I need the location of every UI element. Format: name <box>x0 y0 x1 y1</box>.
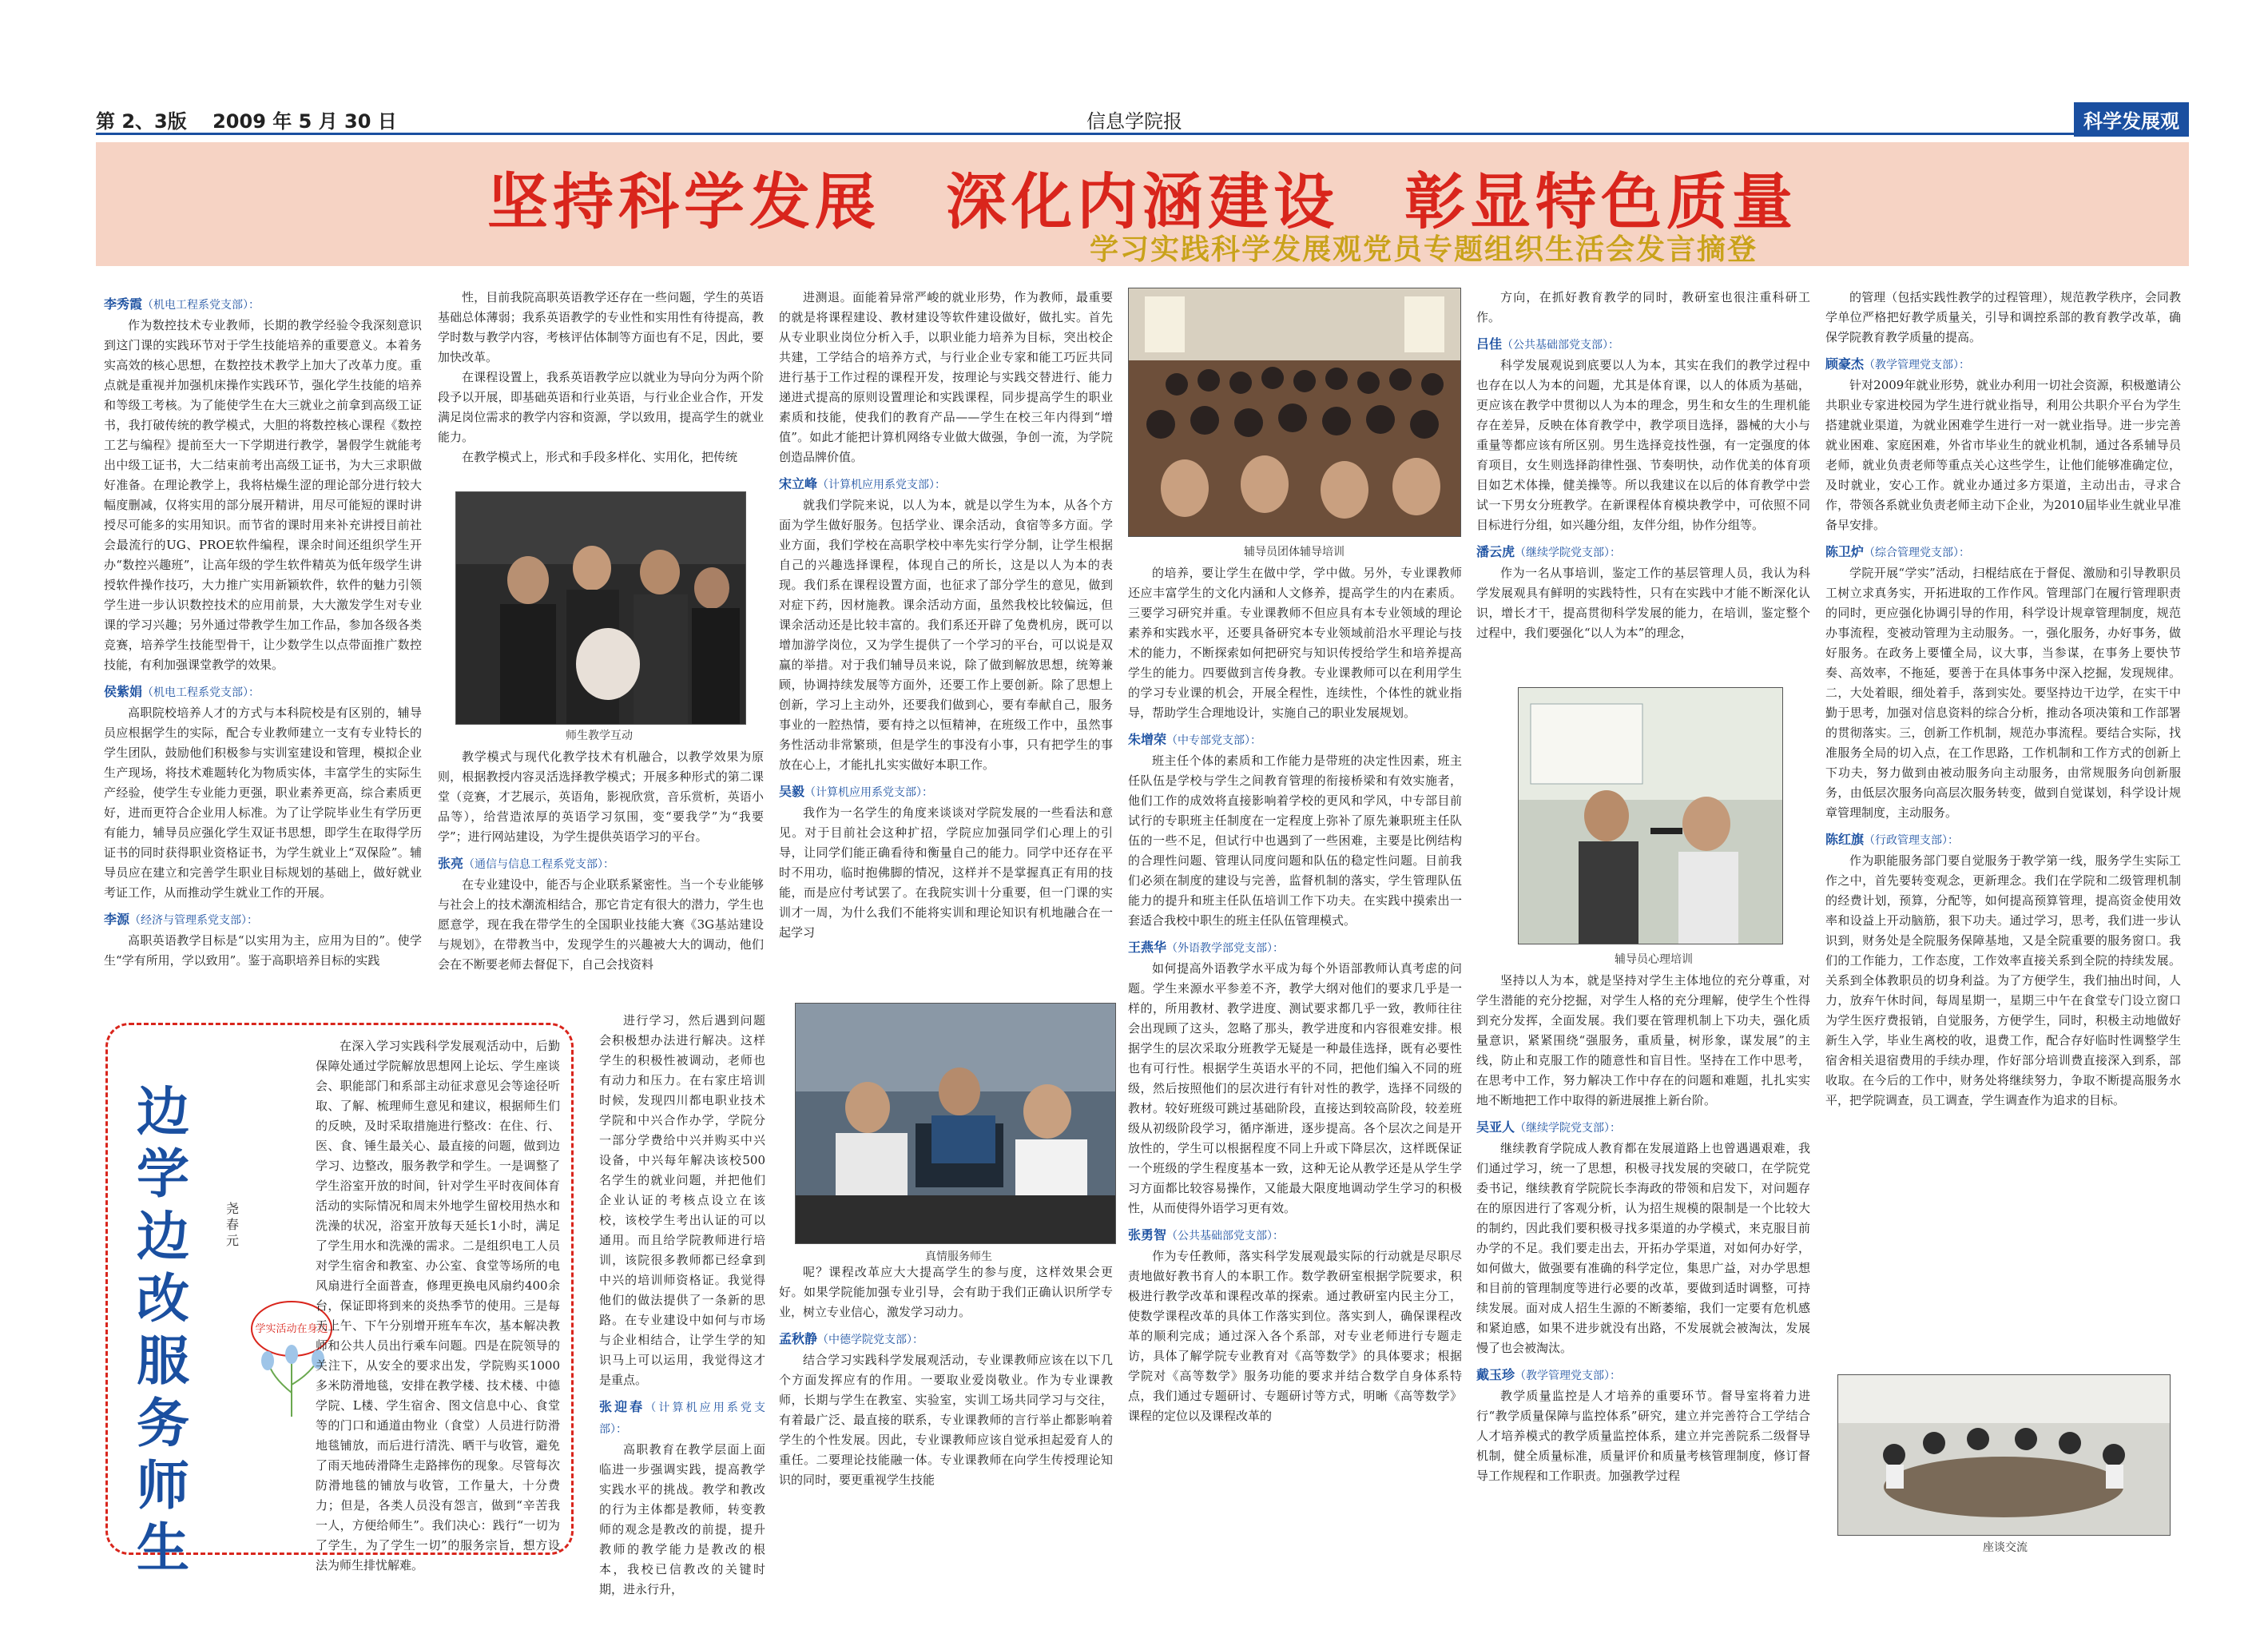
article-text: 性，目前我院高职英语教学还存在一些问题，学生的英语基础总体薄弱；我系英语教学的专业性和实用性有待提高，教学时数与教学内容，考核评估体制等方面也有不足，因此，要加快改革。 <box>438 290 764 364</box>
article-text: 高职英语教学目标是“以实用为主，应用为目的”。使学生“学有所用，学以致用”。鉴于高职培养目标的实践 <box>104 933 422 968</box>
author-name: 侯紫娟（机电工程系党支部）： <box>104 684 260 699</box>
author-name: 吴毅（计算机应用系党支部）： <box>779 784 934 799</box>
author-name: 李源（经济与管理系党支部）： <box>104 912 259 927</box>
author-name: 李秀霞（机电工程系党支部）： <box>104 296 260 312</box>
article-text: 教学质量监控是人才培养的重要环节。督导室将着力进行“教学质量保障与监控体系”研究，建立并完善符合工学结合人才培养模式的教学质量监控体系，建立并完善院系二级督导机制，健全质量标准，质量评价和质量考核管理制度，修订督导工作规程和工作职责。加强教学过程 <box>1476 1389 1810 1483</box>
article-text: 继续教育学院成人教育都在发展道路上也曾遇遇艰难，我们通过学习，统一了思想，积极寻找发展的突破口，在学院党委书记，继续教育学院院长李海政的带领和启发下，对问题存在的原因进行了客观分析，认为招生规模的限制是一个比较大的制约，因此我们要积极寻找多渠道的办学模式，来克服目前办学的不足。我们要走出去，开拓办学渠道，对如何办好学，如何做大，做强要有准确的科学定位，集思广益，对办学思想和目前的管理制度等进行必要的改革，要做到适时调整，可持续发展。面对成人招生生源的不断萎缩，我们一定要有危机感和紧迫感，如果不进步就没有出路，不发展就会被淘汰，发展慢了也会被淘汰。 <box>1476 1141 1810 1355</box>
article-text: 就我们学院来说，以人为本，就是以学生为本，从各个方面为学生做好服务。包括学业、课余活动，食宿等多方面。学业方面，我们学校在高职学校中率先实行学分制，让学生根据自己的兴趣选择课程，体现自己的所长，这是以人为本的表现。我们系在课程设置方面，也征求了部分学生的意见，做到对症下药，因材施教。课余活动方面，虽然我校比较偏远，但课余活动还是比较丰富的。我们系还开辟了兔费机房，既可以增加游学岗位，又为学生提供了一个学习的平台，可以说是双赢的举措。对于我们辅导员来说，除了做到解放思想，统筹兼顾，协调持续发展等方面外，还要工作上要创新。除了思想上创新，学习上主动外，还要我们做到心，要有奉献自己，服务事业的一腔热情，要有持之以恒精神，在班级工作中，虽然事务性活动非常繁琐，但是学生的事没有小事，只有把学生的事放在心上，才能扎扎实实做好本职工作。 <box>779 498 1113 772</box>
header-rule <box>96 133 2189 135</box>
author-name: 宋立峰（计算机应用系党支部）： <box>779 476 947 491</box>
article-text: 科学发展观说到底要以人为本，其实在我们的教学过程中也存在以人为本的问题，尤其是体育课，以人的体质为基础，更应该在教学中贯彻以人为本的理念，男生和女生的生理机能存在差异，反映在体育教学中，教学项目选择，器械的大小与重量等都应该有所区别。男生选择竞技性强，有一定强度的体育项目，女生则选择韵律性强、节奏明快，动作优美的体育项目如艺术体操，健美操等。所以我建议在以后的体育教学中尝试一下男女分班教学。在新课程体育模块教学中，可依照不同目标进行分组，如兴趣分组，友伴分组，协作分组等。 <box>1476 358 1810 532</box>
column-7 <box>1825 288 2181 1382</box>
photo-caption: 座谈交流 <box>1983 1541 2028 1554</box>
article-text: 学院开展“学实”活动，扫棍结底在于督促、激励和引导教职员工树立求真务实，开拓进取的工作作风。管理部门在履行管理职责的同时，更应强化协调引导的作用，科学设计规章管理制度，规范办事流程，变被动管理为主动服务。一，强化服务，办好事务，做好服务。在政务上要懂全局，议大事，当参谋，在事务上要快节奏、高效率，不拖延，要善于在具体事务中深入挖掘，发现规律。二，大处着眼，细处着手，落到实处。要坚持边干边学，在实干中勤于思考，加强对信息资料的综合分析，推动各项决策和工作部署的贯彻落实。三，创新工作机制，规范办事流程。要结合实际，找准服务全局的切入点，在工作思路，工作机制和工作方式的创新上下功夫，努力做到由被动服务向主动服务，由常规服务向创新服务，由低层次服务向高层次服务转变，做到自觉谋划，科学设计规章管理制度，主动服务。 <box>1825 566 2181 820</box>
sidebar-author: 尧春元 <box>226 1201 240 1248</box>
author-name: 张亮（通信与信息工程系党支部）： <box>438 856 615 871</box>
author-name: 朱增荣（中专部党支部）： <box>1128 732 1262 747</box>
column-6 <box>1476 288 1810 687</box>
article-text: 方向，在抓好教育教学的同时，教研室也很注重科研工作。 <box>1476 290 1810 324</box>
photo-service <box>795 1003 1116 1244</box>
article-text: 的管理（包括实践性教学的过程管理），规范教学秩序，会同教学单位严格把好教学质量关，引导和调控系部的教育教学改革，确保学院教育教学质量的提高。 <box>1825 290 2181 344</box>
photo-caption: 辅导员团体辅导培训 <box>1244 546 1345 559</box>
column-3 <box>599 1011 765 1596</box>
article-text: 呢？课程改革应大大提高学生的参与度，这样效果会更好。如果学院能加强专业引导，会有助于我们正确认识所学专业，树立专业信心，激发学习动力。 <box>779 1265 1113 1319</box>
sidebar-text: 在深入学习实践科学发展观活动中，后勤保障处通过学院解放思想网上论坛、学生座谈会、职能部门和系部主动征求意见会等途径听取、了解、梳理师生意见和建议，根据师生们的反映，及时采取措施进行整改：在住、行、医、食、锤生最关心、最直接的问题，做到边学习、边整改，服务教学和学生。一是调整了学生浴室开放的时间，针对学生平时夜间体育活动的实际情况和周末外地学生留校用热水和洗澡的状况，浴室开放每天延长1小时，满足了学生用水和洗澡的需求。二是组织电工人员对学生宿舍和教室、办公室、食堂等场所的电风扇进行全面普查，修理更换电风扇约400余台，保证即将到来的炎热季节的使用。三是每天上午、下午分别增开班车车次，基本解决教师和公共人员出行乘车问题。四是在院领导的关注下，从安全的要求出发，学院购买1000多米防滑地毯，安排在教学楼、技术楼、中德学院、L楼、学生宿舍、图文信息中心、食堂等的门口和通道由物业（食堂）人员进行防滑地毯铺放，而后进行清洗、晒干与收管，避免了雨天地砖滑降生走路摔伤的现象。尽管每次防滑地毯的铺放与收管，工作量大，十分费力；但是，各类人员没有怨言，做到“辛苦我一人，方便给师生”。我们决心：践行“一切为了学生，为了学生一切”的服务宗旨，想方设法为师生排忧解难。 <box>316 1039 560 1572</box>
article-text: 在教学模式上，形式和手段多样化、实用化，把传统 <box>462 450 738 464</box>
section-tag: 科学发展观 <box>2074 102 2189 137</box>
photo-caption: 辅导员心理培训 <box>1615 953 1693 966</box>
column-1 <box>104 288 422 1011</box>
author-name: 吴亚人（继续学院党支部）： <box>1476 1119 1622 1135</box>
article-text: 作为数控技术专业教师，长期的教学经验令我深刻意识到这门课的实践环节对于学生技能培养的重要意义。本着务实高效的核心思想，在数控技术教学上加大了改革力度。重点就是重视并加强机床操作实践环节，强化学生技能的培养和等级工考核。为了能使学生在大三就业之前拿到高级工证书，我打破传统的教学模式，大胆的将数控核心课程《数控工艺与编程》提前至大一下学期进行教学，暑假学生就能考出中级工证书，大二结束前考出高级工证书，为大三求职做好准备。在理论教学上，我将枯燥生涩的理论部分进行较大幅度删减，仅将实用的部分展开精讲，用尽可能短的课时讲授尽可能多的实用知识。而节省的课时用来补充讲授目前社会最流行的UG、PROE软件编程，课余时间还组织学生开办“数控兴趣班”，让高年级的学生软件精英为低年级学生讲授软件操作技巧，大力推广实用新颖软件，软件的魅力引领学生进一步认识数控技术的应用前景，大大激发学生对专业课的学习兴趣；另外通过带教学生加工作品，参加各级各类竞赛，培养学生技能型骨干，让少数学生以点带面推广数控技能，有利加强课堂教学的效果。 <box>104 318 422 672</box>
photo-caption: 真情服务师生 <box>925 1250 992 1263</box>
photo-discussion <box>1837 1374 2171 1536</box>
author-name: 孟秋静（中德学院党支部）： <box>779 1331 924 1346</box>
sidebar-title: 边学边改 服务师生 <box>137 1081 242 1579</box>
author-name: 戴玉珍（教学管理党支部）： <box>1476 1367 1622 1382</box>
photo-teacher-student <box>455 491 746 725</box>
article-text: 作为职能服务部门要自觉服务于教学第一线，服务学生实际工作之中，首先要转变观念，更新理念。我们在学院和二级管理机制的经费计划，预算，分配等，如何提高预算管理，提高资金使用效率和设益上开动脑筋，狠下功夫。通过学习，思考，我们进一步认识到，财务处是全院服务保障基地，又是全院重要的服务窗口。我们的工作能力，工作态度，工作效率直接关系到全院的持续发展。关系到全体教职员的切身利益。为了方便学生，我们抽出时间，人力，放弃午休时间，每周星期一，星期三中午在食堂专门设立窗口为学生医疗费报销，自觉服务，方便学生，同时，积极主动地做好新生入学，毕业生离校的收，退费工作，配合存好临时性调整学生宿舍相关退宿费用的手续办理，作好部分培训费直接深入到系，部收取。在今后的工作中，财务处将继续努力，争取不断提高服务水平，把学院调查，员工调查，学生调查作为追求的目标。 <box>1825 853 2181 1107</box>
column-4 <box>779 288 1113 991</box>
article-text: 作为一名从事培训，鉴定工作的基层管理人员，我认为科学发展观具有鲜明的实践特性，只有在实践中才能不断深化认识，增长才干，提高贯彻科学发展的能力，在培训，鉴定整个过程中，我们要强化“以人为本”的理念， <box>1476 566 1810 640</box>
photo-psych-training <box>1518 687 1783 944</box>
author-name: 潘云虎（继续学院党支部）： <box>1476 544 1622 559</box>
article-text: 教学模式与现代化教学技术有机融合，以教学效果为原则，根据教授内容灵活选择教学模式；开展多种形式的第二课堂（竞赛，才艺展示，英语角，影视欣赏，音乐赏析，英语小品等），给营造浓厚的英语学习氛围，变“要我学”为“我要学”；进行网站建设，为学生提供英语学习的平台。 <box>438 749 764 844</box>
photo-caption: 师生教学互动 <box>566 730 633 742</box>
article-text: 班主任个体的素质和工作能力是带班的决定性因素，班主任队伍是学校与学生之间教育管理的衔接桥梁和有效实施者，他们工作的成效将直接影响着学校的更风和学风，中专部目前试行的专职班主任制度在一定程度上弥补了原先兼职班主任队伍的一些不足，但试行中也遇到了一些困难，主要是比例结构的合理性问题、管理认同度问题和队伍的稳定性问题。目前我们必须在制度的建设与完善，监督机制的落实，学生管理队伍能力的提升和班主任队伍培训工作下功夫。在实践中摸索出一套适合我校中职生的班主任队伍管理模式。 <box>1128 753 1462 928</box>
article-text: 我作为一名学生的角度来谈谈对学院发展的一些看法和意见。对于目前社会这种扩招，学院应加强同学们心理上的引导，让同学们能正确看待和衡量自己的能力。同学中还存在平时不用功，临时抱佛脚的情况，这样并不是掌握真正有用的技能，而是应付考试罢了。在我院实训十分重要，但一门课的实训才一周，为什么我们不能将实训和理论知识有机地融合在一起学习 <box>779 805 1113 940</box>
article-text: 结合学习实践科学发展观活动，专业课教师应该在以下几个方面发挥应有的作用。一要取业爱岗敬业。作为专业课教师，长期与学生在教室、实验室，实训工场共同学习与交往，有着最广泛、最直接的联系，专业课教师的言行举止都影响着学生的个性发展。因此，专业课教师应该自觉承担起爱育人的重任。二要理论技能融一体。专业课教师在向学生传授理论知识的同时，要更重视学生技能 <box>779 1353 1113 1487</box>
newspaper-name: 信息学院报 <box>1086 110 1182 133</box>
edition-date: 第 2、3版 2009 年 5 月 30 日 <box>96 110 397 133</box>
main-headline: 坚持科学发展 深化内涵建设 彰显特色质量 <box>487 166 1797 237</box>
column-6b <box>1476 971 1810 1566</box>
article-text: 进行学习，然后遇到问题会积极想办法进行解决。这样学生的积极性被调动，老师也有动力和压力。在右家庄培训时候，发现四川都电职业技术学院和中兴合作办学，学院分一部分学费给中兴并购买中兴设备，中兴每年解决该校500名学生的就业问题，并把他们企业认证的考核点设立在该校，该校学生考出认证的可以通用。而且给学院教师进行培训，该院很多教师都已经拿到中兴的培训师资格证。我觉得他们的做法提供了一条新的思路。在专业建设中如何与市场与企业相结合，让学生学的知识马上可以运用，我觉得这才是重点。 <box>599 1013 765 1387</box>
author-name: 张勇智（公共基础部党支部）： <box>1128 1227 1285 1242</box>
sub-headline: 学习实践科学发展观党员专题组织生活会发言摘登 <box>1089 233 1758 266</box>
sidebar-box <box>105 1023 574 1579</box>
article-text: 在专业建设中，能否与企业联系紧密性。当一个专业能够与社会上的技术潮流相结合，那它肯定有很大的潜力，学生也愿意学，现在我在带学生的全国职业技能大赛《3G基站建设与规划》，在带教当中，发现学生的兴趣被大大的调动，他们会在不断要老师去督促下，自己会找资料 <box>438 877 764 972</box>
author-name: 张迎春（计算机应用系党支部）： <box>599 1399 765 1436</box>
article-text: 进测退。面能着异常严峻的就业形势，作为教师，最重要的就是将课程建设、教材建设等软件建设做好，做扎实。首先从专业职业岗位分析入手，以职业能力培养为目标，突出校企共建，工学结合的培养方式，与行业企业专家和能工巧匠共同进行基于工作过程的课程开发，按理论与实践交替进行、能力递进式提高的原则设置理论和实践课程，同步提高学生的职业素质和技能，使我们的教育产品——学生在校三年内得到“增值”。如此才能把计算机网络专业做大做强，争创一流，为学院创造品牌价值。 <box>779 290 1113 464</box>
article-text: 的培养，要让学生在做中学，学中做。另外，专业课教师还应丰富学生的文化内涵和人文修养，提高学生的内在素质。三要学习研究并重。专业课教师不但应具有本专业领域的理论素养和实践水平，还要具备研究本专业领域前沿水平理论与技术的能力，不断探索如何把研究与知识传授给学生和培养提高学生的能力。四要做到言传身教。专业课教师可以在利用学生的学习专业课的机会，开展全程性，连续性，个体性的就业指导，帮助学生合理地设计，实施自己的职业发展规划。 <box>1128 566 1462 720</box>
column-5 <box>1128 563 1462 1566</box>
author-name: 陈红旗（行政管理支部）： <box>1825 832 1960 847</box>
article-text: 针对2009年就业形势，就业办利用一切社会资源，积极邀请公共职业专家进校园为学生进行就业指导，利用公共职介平台为学生搭建就业渠道，为就业困难学生进行一对一就业指导。进一步完善就业困难、家庭困难，外省市毕业生的就业机制，通过各系辅导员老师，就业负责老师等重点关心这些学生，让他们能够准确定位，及时就业，安心工作。就业办通过多方渠道，主动出击，寻求合作，带领各系就业负责老师主动下企业，为2010届毕业生就业早准备早安排。 <box>1825 378 2181 532</box>
article-text: 高职教育在教学层面上面临进一步强调实践，提高教学实践水平的挑战。教学和教改的行为主体都是教师，转变教师的观念是教改的前提，提升教师的教学能力是教改的根本，我校已信教改的关键时期，进永行升， <box>599 1442 765 1596</box>
author-name: 陈卫炉（综合管理党支部）： <box>1825 544 1971 559</box>
article-text: 坚持以人为本，就是坚持对学生主体地位的充分尊重，对学生潜能的充分挖掘，对学生人格的充分理解，使学生个性得到充分发挥，全面发展。我们要在管理机制上下功夫，强化质量意识，紧紧围绕“强服务，重质量，树形象，谋发展”的主线，防止和克服工作的随意性和盲目性。坚持在工作中思考，在思考中工作，努力解决工作中存在的问题和难题，扎扎实实地不断地把工作中取得的新进展推上新台阶。 <box>1476 973 1810 1107</box>
stamp-text: 学实活动在身边 <box>255 1323 328 1335</box>
article-text: 高职院校培养人才的方式与本科院校是有区别的，辅导员应根据学生的实际，配合专业教师建立一支有专业特长的学生团队，鼓励他们积极参与实训室建设和管理，模拟企业生产现场，将技术难题转化为物质实体，丰富学生的实际生产经验，使学生专业能力更强，职业素养更高，综合素质更好，进而更符合企业用人标准。为了让学院毕业生有学历更有能力，辅导员应强化学生双证书思想，即学生在取得学历证书的同时获得职业资格证书，为学生就业上“双保险”。辅导员应在建立和完善学生职业目标规划的基础上，做好就业考证工作，从而推动学生就业工作的开展。 <box>104 706 422 900</box>
page-header <box>96 102 2189 134</box>
author-name: 吕佳（公共基础部党支部）： <box>1476 336 1620 352</box>
author-name: 王燕华（外语教学部党支部）： <box>1128 940 1285 955</box>
article-text: 作为专任教师，落实科学发展观最实际的行动就是尽职尽责地做好教书育人的本职工作。数学教研室根据学院要求，积极进行教学改革和课程改革的探索。通过教研室内民主分工，使数学课程改革的具体工作落实到位。落实到人，确保课程改革的顺利完成；通过深入各个系部，对专业老师进行专题走访，具体了解学院专业教育对《高等数学》的具体要求；根据学院对《高等数学》服务功能的要求并结合数学自身体系特点，我们通过专题研讨、专题研讨等方式，明晰《高等数学》课程的定位以及课程改革的 <box>1128 1249 1462 1423</box>
article-text: 如何提高外语教学水平成为每个外语部教师认真考虑的问题。学生来源水平参差不齐，教学大纲对他们的要求几乎是一样的，所用教材、教学进度、测试要求都几乎一致，教师往往会出现顾了这头，忽略了那头，教学进度和内容很难安排。根据学生的层次采取分班教学无疑是一种最佳选择，既有必要性也有可行性。根据学生英语水平的不同，把他们编入不同的班级，然后按照他们的层次进行有针对性的教学，选择不同级的教材。较好班级可跳过基础阶段，直接达到较高阶段，较差班级从初级阶段学习，循序渐进，逐步提高。各个层次之间是开放性的，学生可以根据程度不同上升或下降层次，这样既保证一个班级的学生程度基本一致，这种无论从教学还是从学生学习方面都比较容易操作，又能最大限度地调动学生学习的积极性，从而使得外语学习更有效。 <box>1128 961 1462 1215</box>
column-2b <box>438 747 764 1015</box>
article-text: 在课程设置上，我系英语教学应以就业为导向分为两个阶段予以开展，即基础英语和行业英语，与行业企业合作，开发满足岗位需求的教学内容和资源，学以致用，提高学生的就业能力。 <box>438 370 764 444</box>
photo-counselor-training <box>1128 288 1461 537</box>
column-4b <box>779 1262 1113 1566</box>
author-name: 顾豪杰（教学管理党支部）： <box>1825 356 1971 372</box>
headline-banner <box>96 142 2189 266</box>
